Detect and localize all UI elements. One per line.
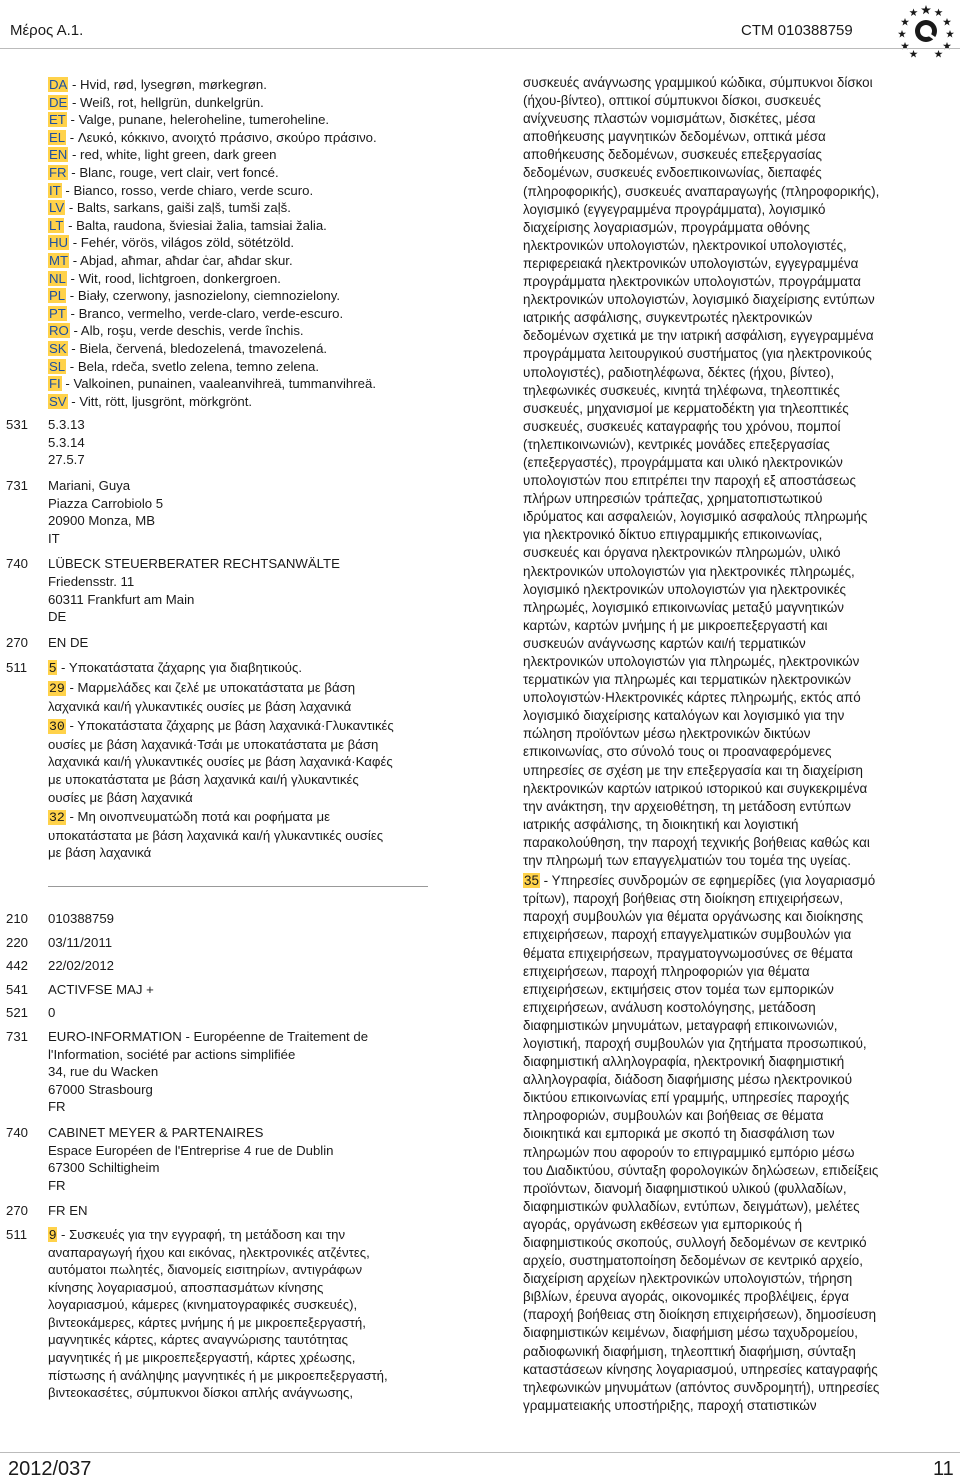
color-claim-lt: LT - Balta, raudona, šviesiai žalia, tamsiai žalia.: [49, 217, 327, 233]
field-tag: 521: [6, 1005, 29, 1021]
color-claim-et: ET - Valge, punane, heleroheline, tumeroheline.: [49, 112, 330, 128]
color-claim-sl: SL - Bela, rdeča, svetlo zelena, temno zelena.: [49, 358, 320, 374]
field-tag: 541: [6, 981, 29, 997]
footer-rule: [0, 1452, 960, 1453]
color-claim-it: IT - Bianco, rosso, verde chiaro, verde scuro.: [49, 182, 314, 198]
color-claim-da: DA - Hvid, rød, lysegrøn, mørkegrøn.: [49, 77, 267, 92]
color-claim-sv: SV - Vitt, rött, ljusgrönt, mörkgrönt.: [49, 393, 253, 409]
left-column: [0, 76, 440, 862]
color-claim-lv: LV - Balts, sarkans, gaiši zaļš, tumši zaļš.: [49, 200, 291, 216]
field-740-representative: 740 LÜBECK STEUERBERATER RECHTSANWÄLTE Friedensstr. 11 60311 Frankfurt am Main DE: [6, 556, 340, 625]
color-claim-hu: HU - Fehér, vörös, világos zöld, sötétzöld.: [49, 235, 295, 251]
field-220-filing-date: 220 03/11/2011: [6, 934, 113, 950]
class-29: 29 - Μαρμελάδες και ζελέ με υποκατάστατα με βάση: [49, 680, 356, 696]
class-9-continuation: συσκευές ανάγνωσης γραμμικού κώδικα, σύμπυκνοι δίσκοι (ήχου-βίντεο), οπτικοί σύμπυκνοι δίσκοι, συσκευές ανίχνευσης πλαστών νομισμάτων, δισκέτες, μέσα αποθήκευσης μαγνητικών δεδομένων, οπτικά μέσα αποθήκευσης δεδομένων, συσκευές επεξεργασίας δεδομένων, συσκευές ενδοεπικοινωνίας, διεπαφές (πληροφορικής), συσκευές αναπαραγωγής (πληροφορικής), λογισμικό (εγγεγραμμένα προγράμματα), λογισμικό διαχείρισης λογαριασμών, προγράμματα οθόνης ηλεκτρονικών υπολογιστών, ηλεκτρονικοί υπολογιστές, περιφερειακά ηλεκτρονικών υπολογιστών, εγγεγραμμένα προγράμματα ηλεκτρονικών υπολογιστών, προγράμματα ηλεκτρονικών υπολογιστών, λογισμικό διαχείρισης εντύπων ιατρικής ασφάλισης, συγκεντρωτές ηλεκτρονικών δεδομένων σχετικά με την ιατρική ασφάλιση, εγγεγραμμένα προγράμματα λειτουργικού συστήματος (για ηλεκτρονικούς υπολογιστές), ραδιοτηλέφωνα, δέκτες (ήχου, βίντεο), τηλεφωνικές συσκευές, κινητά τηλέφωνα, τηλεοπτικές συσκευές, μηχανισμοί με κερματοδέκτη για τηλεοπτικές συσκευές, συσκευές καταγραφής του χρόνου, πομποί (τηλεπικοινωνιών), κεντρικές μονάδες επεξεργασίας (επεξεργαστές), προγράμματα και υλικό ηλεκτρονικών υπολογιστών που επιτρέπει την παροχή εξ αποστάσεως πλήρων υπηρεσιών τράπεζας, χρηματοπιστωτικού ιδρύματος και ασφαλειών, λογισμικό ασφαλούς πληρωμής για ηλεκτρονικό δίκτυο επιγραμμικής επικοινωνίας, συσκευές και όργανα ηλεκτρονικών πληρωμών, υλικό ηλεκτρονικών υπολογιστών για ηλεκτρονικές πληρωμές, λογισμικό ηλεκτρονικών υπολογιστών για ηλεκτρονικές πληρωμές, λογισμικό επικοινωνίας μεταξύ μαγνητικών καρτών, καρτών μνήμης ή με μικροεπεξεργαστή και συσκευών ανάγνωσης καρτών και/ή τερματικών ηλεκτρονικών υπολογιστών για πληρωμές, ηλεκτρονικών τερματικών για πληρωμές και τερματικών ηλεκτρονικών υπολογιστών·Ηλεκτρονικές κάρτες πληρωμής, εκτός από λογισμικό διαχείρισης καταλόγων και λογισμικό για την πώληση προϊόντων μέσω ηλεκτρονικών δικτύων επικοινωνίας, στο σύνολό τους οι προαναφερόμενες υπηρεσίες σε σχέση με την επεξεργασία και τη διαχείριση ηλεκτρονικών καρτών ιατρικού ιστορικού και συγκεκριμένα την ανάκτηση, την αρχειοθέτηση, τη μετάδοση εντύπων ιατρικής ασφάλισης, τη διοικητική και λογιστική παρακολούθηση, την παροχή τεχνικής βοήθειας καθώς και την πληρωμή των επαγγελματιών του τομέα της υγείας.: [523, 75, 880, 869]
header-rule: [0, 48, 960, 49]
record-separator: [48, 886, 428, 887]
field-tag: 740: [6, 556, 29, 572]
left-column-record-2: [0, 910, 440, 1402]
class-9: 9 - Συσκευές για την εγγραφή, τη μετάδοση και την: [49, 1226, 346, 1242]
eu-emblem-icon: [898, 2, 954, 58]
field-270-languages: 270 FR EN: [6, 1203, 88, 1219]
color-claim-fi: FI - Valkoinen, punainen, vaaleanvihreä, tummanvihreä.: [49, 376, 376, 392]
color-claim-ro: RO - Alb, roşu, verde deschis, verde închis.: [49, 323, 304, 339]
color-claim-sk: SK - Biela, červená, bledozelená, tmavozelená.: [49, 340, 328, 356]
field-270-languages: 270 EN DE: [6, 634, 89, 650]
field-tag: 731: [6, 478, 29, 494]
field-tag: 442: [6, 958, 29, 974]
color-claim-pl: PL - Biały, czerwony, jasnozielony, ciemnozielony.: [49, 288, 341, 304]
field-511-goods: 511 9 - Συσκευές για την εγγραφή, τη μετάδοση και την αναπαραγωγή ήχου και εικόνας, ηλεκτρονικές ατζέντες, αυτόματοι πωλητές, διανομείς εισιτηρίων, αντιγράφων κίνησης λογαριασμού, αποσπασμάτων κίνησης λογαριασμού, κάμερες (κινηματογραφικές συσκευές), βιντεοκάμερες, κάρτες μνήμης ή με μικροεπεξεργαστή, μαγνητικές κάρτες, κάρτες αναγνώρισης ταυτότητας μαγνητικές ή με μικροεπεξεργαστή, κάρτες χρέωσης, πίστωσης ή ανάληψης μαγνητικές ή με μικροεπεξεργαστή, βιντεοκασέτες, σύμπυκνοι δίσκοι απλής ανάγνωσης,: [0, 1226, 440, 1402]
field-tag: 220: [6, 934, 29, 950]
color-claim-en: EN - red, white, light green, dark green: [49, 147, 277, 163]
field-210-number: 210 010388759: [6, 911, 115, 926]
field-tag: 270: [6, 634, 29, 650]
field-442-publication-date: 442 22/02/2012: [6, 958, 115, 974]
field-521: 521 0: [6, 1005, 56, 1021]
color-claim-fr: FR - Blanc, rouge, vert clair, vert foncé.: [49, 164, 279, 180]
class-35: 35 - Υπηρεσίες συνδρομών σε εφημερίδες (για λογαριασμό τρίτων), παροχή βοήθειας στη διοίκηση επιχειρήσεων, παροχή συμβουλών για θέματα οργάνωσης και διοίκησης επιχειρήσεων, παροχή επαγγελματικών συμβουλών για θέματα επιχειρήσεων, πραγματογνωμοσύνες σε θέματα επιχειρήσεων, παροχή πληροφοριών για θέματα επιχειρήσεων, εκτιμήσεις στον τομέα των εμπορικών επιχειρήσεων, ανάλυση κοστολόγησης, μετάδοση διαφημιστικών μηνυμάτων, μεταγραφή επικοινωνιών, λογιστική, παροχή συμβουλών για ζητήματα προσωπικού, διαφημιστική αλληλογραφία, ηλεκτρονική διαφημιστική αλληλογραφία, διάδοση διαφήμισης μέσω ηλεκτρονικού δικτύου επικοινωνίας επί γραμμής, υπηρεσίες παροχής πληροφοριών, συμβουλών και βοήθειας σε θέματα διοικητικά και εμπορικά με σκοπό τη διασφάλιση των πληρωμών που αφορούν το επιγραμμικό εμπόριο μέσω του Διαδικτύου, σύνταξη φορολογικών δηλώσεων, επιδείξεις προϊόντων, διανομή διαφημιστικού υλικού (φυλλαδίων, διαφημιστικών φυλλαδίων, εντύπων, δειγμάτων), μελέτες αγοράς, οργάνωση εκθέσεων για εμπορικούς ή διαφημιστικούς σκοπούς, συλλογή δεδομένων σε κεντρικό αρχείο, συστηματοποίηση δεδομένων σε κεντρικό αρχείο, διαχείριση αρχείων ηλεκτρονικών υπολογιστών, τήρηση βιβλίων, έρευνα αγοράς, οικονομικές προβλέψεις, έργα (παροχή βοήθειας στη διοίκηση επιχειρήσεων), δημοσίευση διαφημιστικών κειμένων, διαφήμιση μέσω ταχυδρομείου, ραδιοφωνική διαφήμιση, τηλεοπτική διαφήμιση, σύνταξη καταστάσεων κίνησης λογαριασμού, υπηρεσίες καταγραφής τηλεφωνικών μηνυμάτων (απόντος συνδρομητή), υπηρεσίες γραμματειακής υποστήριξης, παροχή στατιστικών: [523, 873, 880, 1413]
field-tag: 740: [6, 1124, 29, 1140]
ctm-number: CTM 010388759: [741, 22, 853, 39]
bulletin-issue: 2012/037: [8, 1458, 92, 1480]
page-number: 11: [933, 1458, 954, 1480]
class-30: 30 - Υποκατάστατα ζάχαρης με βάση λαχανικά·Γλυκαντικές: [49, 718, 394, 735]
color-claim-mt: MT - Abjad, aħmar, aħdar ċar, aħdar skur.: [49, 252, 293, 268]
right-column: [523, 74, 953, 1415]
field-tag: 210: [6, 911, 29, 926]
field-tag: 511: [6, 660, 28, 676]
field-531: 531 5.3.13 5.3.14 27.5.7: [6, 417, 85, 468]
field-tag: 270: [6, 1203, 29, 1219]
color-claim-nl: NL - Wit, rood, lichtgroen, donkergroen.: [49, 270, 281, 286]
field-tag: 731: [6, 1028, 29, 1044]
class-32: 32 - Μη οινοπνευματώδη ποτά και ροφήματα με: [49, 809, 330, 826]
color-claim-pt: PT - Branco, vermelho, verde-claro, verde-escuro.: [49, 305, 344, 321]
field-tag: 511: [6, 1226, 28, 1242]
field-511-goods: 511 5 - Υποκατάστατα ζάχαρης για διαβητικούς. 29 - Μαρμελάδες και ζελέ με υποκατάστατα με βάση λαχανικά και/ή γλυκαντικές ουσίες με βάση λαχανικά 30 - Υποκατάστατα ζάχαρης με βάση λαχανικά·Γλυκαντικές ουσίες με βάση λαχανικά·Τσάι με υποκατάστατα με βάση λαχανικά και/ή γλυκαντικές ουσίες με βάση λαχανικά·Καφές με υποκατάστατα με βάση λαχανικά και/ή γλυκαντικές ουσίες με βάση λαχανικά 32 - Μη οινοπνευματώδη ποτά και ροφήματα με υποκατάστατα με βάση λαχανικά και/ή γλυκαντικές ουσίες με βάση λαχανικά: [0, 659, 440, 862]
color-claims: [0, 76, 440, 410]
page-section-label: Μέρος Α.1.: [10, 22, 84, 39]
field-731-owner: 731 Mariani, Guya Piazza Carrobiolo 5 20900 Monza, MB IT: [6, 478, 164, 546]
color-claim-de: DE - Weiß, rot, hellgrün, dunkelgrün.: [49, 94, 264, 110]
field-tag: 531: [6, 417, 29, 433]
field-541-mark: 541 ACTIVFSE MAJ +: [6, 981, 154, 997]
color-claim-el: EL - Λευκό, κόκκινο, ανοιχτό πράσινο, σκούρο πράσινο.: [49, 129, 377, 145]
field-740-representative: 740 CABINET MEYER & PARTENAIRES Espace Européen de l'Entreprise 4 rue de Dublin 67300 Schiltigheim FR: [6, 1124, 334, 1193]
field-731-owner: 731 EURO-INFORMATION - Européenne de Traitement de l'Information, société par actions simplifiée 34, rue du Wacken 67000 Strasbourg FR: [6, 1028, 369, 1115]
class-5: 5 - Υποκατάστατα ζάχαρης για διαβητικούς.: [49, 660, 303, 676]
